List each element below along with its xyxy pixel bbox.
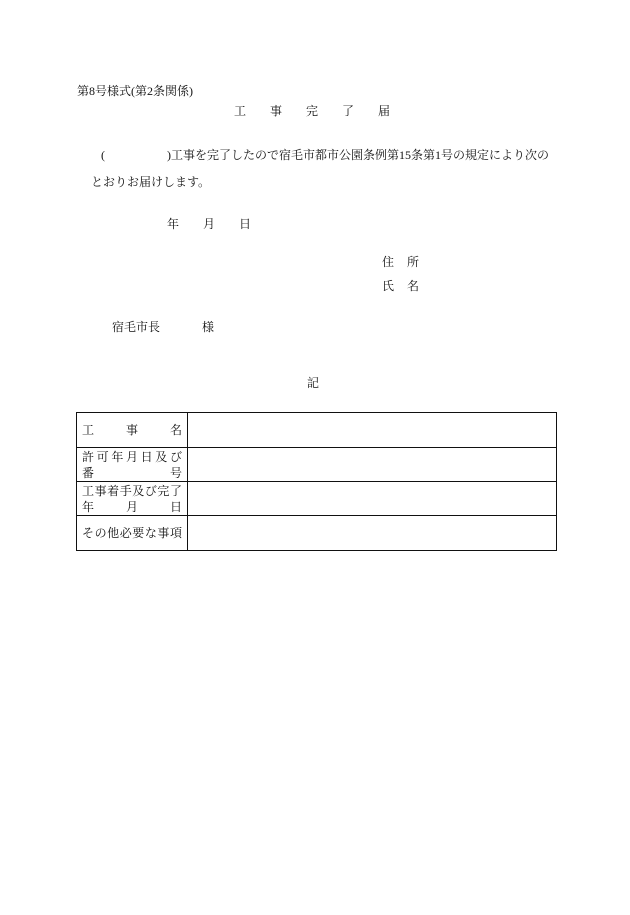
row-label-construction-name <box>77 413 187 447</box>
label-line: そ の 他 必 要 な 事 項 <box>82 526 182 540</box>
ki-heading: 記 <box>307 376 320 390</box>
label-line: 工 事 名 <box>82 423 182 437</box>
date-line: 年 月 日 <box>167 217 251 231</box>
row-value-construction-name <box>188 413 556 447</box>
body-text-line-2: とおりお届けします。 <box>91 175 211 189</box>
row-value-permit-date-number <box>188 448 556 481</box>
label-line: 工 事 着 手 及 び 完 了 <box>82 483 182 498</box>
label-line: 番 号 <box>82 465 182 480</box>
address-label: 住 所 <box>382 255 419 269</box>
body-text-line-1: )工事を完了したので宿毛市都市公園条例第15条第1号の規定により次の <box>167 148 549 162</box>
row-label-other-matters <box>77 516 187 550</box>
addressee-name: 宿毛市長 <box>112 320 161 334</box>
name-label: 氏 名 <box>382 279 419 293</box>
row-label-permit-date-number <box>77 448 187 481</box>
row-label-start-completion-date <box>77 482 187 515</box>
details-table <box>76 412 557 551</box>
label-line: 年 月 日 <box>82 499 182 514</box>
row-value-other-matters <box>188 516 556 550</box>
addressee-honorific: 様 <box>202 320 215 334</box>
document-title: 工 事 完 了 届 <box>234 104 390 118</box>
label-line: 許 可 年 月 日 及 び <box>82 449 182 464</box>
form-number: 第8号様式(第2条関係) <box>77 84 193 98</box>
row-value-start-completion-date <box>188 482 556 515</box>
blank-open-paren: ( <box>101 148 105 162</box>
